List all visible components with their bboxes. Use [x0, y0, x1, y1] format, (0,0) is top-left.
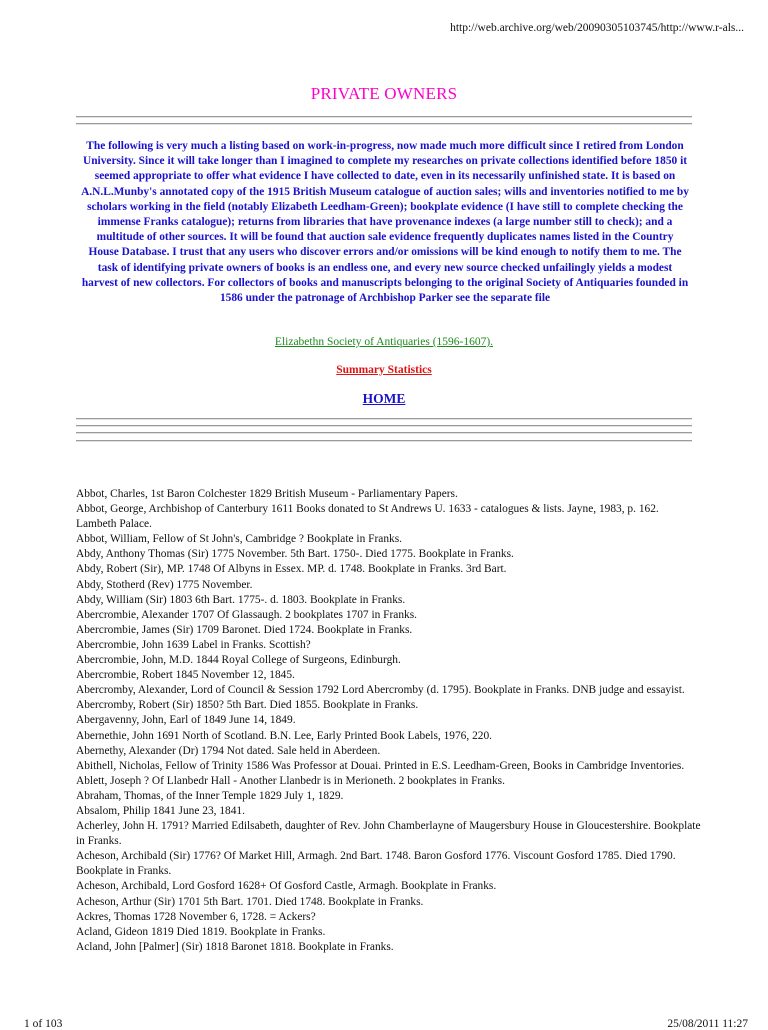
list-item: Acland, John [Palmer] (Sir) 1818 Baronet 1818. Bookplate in Franks. [76, 940, 394, 953]
home-link[interactable]: HOME [362, 391, 406, 406]
divider [76, 418, 692, 420]
list-item: Ablett, Joseph ? Of Llanbedr Hall - Another Llanbedr is in Merioneth. 2 bookplates in Franks. [76, 774, 505, 787]
summary-statistics-link[interactable]: Summary Statistics [336, 364, 432, 376]
list-item: Abbot, George, Archbishop of Canterbury 1611 Books donated to St Andrews U. 1633 - catalogues & lists. Jayne, 1983, p. 162. Lambeth Palace. [76, 503, 659, 531]
list-item: Abraham, Thomas, of the Inner Temple 1829 July 1, 1829. [76, 789, 344, 802]
page-title: PRIVATE OWNERS [310, 84, 458, 103]
print-datetime: 25/08/2011 11:27 [667, 1018, 748, 1030]
list-item: Abercrombie, Robert 1845 November 12, 1845. [76, 669, 295, 682]
list-item: Acheson, Archibald, Lord Gosford 1628+ Of Gosford Castle, Armagh. Bookplate in Franks. [76, 880, 497, 893]
list-item: Acherley, John H. 1791? Married Edilsabeth, daughter of Rev. John Chamberlayne of Maugersbury House in Gloucestershire. Bookplate in Franks. [76, 820, 701, 848]
list-item: Abercrombie, John, M.D. 1844 Royal College of Surgeons, Edinburgh. [76, 654, 401, 667]
divider [76, 432, 692, 434]
list-item: Absalom, Philip 1841 June 23, 1841. [76, 804, 245, 817]
owners-list [76, 487, 702, 955]
list-item: Abdy, Anthony Thomas (Sir) 1775 November. 5th Bart. 1750-. Died 1775. Bookplate in Franks. [76, 548, 514, 561]
list-item: Abernethie, John 1691 North of Scotland. B.N. Lee, Early Printed Book Labels, 1976, 220. [76, 729, 493, 742]
elizabethan-society-link[interactable]: Elizabethn Society of Antiquaries (1596-1607). [274, 336, 494, 348]
list-item: Abercrombie, John 1639 Label in Franks. Scottish? [76, 638, 311, 651]
divider [76, 116, 692, 118]
archive-url: http://web.archive.org/web/20090305103745/http://www.r-als... [450, 22, 744, 34]
list-item: Acland, Gideon 1819 Died 1819. Bookplate in Franks. [76, 925, 326, 938]
list-item: Abbot, Charles, 1st Baron Colchester 1829 British Museum - Parliamentary Papers. [76, 488, 458, 500]
list-item: Acheson, Arthur (Sir) 1701 5th Bart. 1701. Died 1748. Bookplate in Franks. [76, 895, 424, 908]
list-item: Abercrombie, Alexander 1707 Of Glassaugh. 2 bookplates 1707 in Franks. [76, 608, 418, 621]
list-item: Ackres, Thomas 1728 November 6, 1728. = Ackers? [76, 910, 316, 923]
divider [76, 123, 692, 125]
list-item: Abergavenny, John, Earl of 1849 June 14, 1849. [76, 714, 296, 727]
divider [76, 425, 692, 427]
page-counter: 1 of 103 [24, 1018, 63, 1030]
intro-paragraph: The following is very much a listing based on work-in-progress, now made much more difficult since I retired from London University. Since it will take longer than I imagined to complete my researches on private collections identified before 1850 it seemed appropriate to offer what evidence I have collected to date, even in its necessarily unfinished state. It is based on A.N.L.Munby's annotated copy of the 1915 British Museum catalogue of auction sales; wills and inventories notified to me by scholars working in the field (notably Elizabeth Leedham-Green); bookplate evidence (I have still to complete checking the immense Franks catalogue); returns from libraries that have provenance indexes (a large number still to check); and a multitude of other sources. It will be found that auction sale evidence frequently duplicates names listed in the Country House Database. I trust that any users who discover errors and/or omissions will be kind enough to notify them to me. The task of identifying private owners of books is an endless one, and every new source checked unfailingly yields a modest harvest of new collectors. For collectors of books and manuscripts belonging to the original Society of Antiquaries founded in 1586 under the patronage of Archbishop Parker see the separate file [81, 140, 689, 305]
list-item: Acheson, Archibald (Sir) 1776? Of Market Hill, Armagh. 2nd Bart. 1748. Baron Gosford 1776. Viscount Gosford 1785. Died 1790. Bookplate in Franks. [76, 850, 676, 878]
list-item: Abithell, Nicholas, Fellow of Trinity 1586 Was Professor at Douai. Printed in E.S. Leedham-Green, Books in Cambridge Inventories. [76, 759, 685, 772]
list-item: Abernethy, Alexander (Dr) 1794 Not dated. Sale held in Aberdeen. [76, 744, 381, 757]
list-item: Abercromby, Alexander, Lord of Council & Session 1792 Lord Abercromby (d. 1795). Bookplate in Franks. DNB judge and essayist. [76, 684, 685, 697]
list-item: Abercrombie, James (Sir) 1709 Baronet. Died 1724. Bookplate in Franks. [76, 623, 413, 636]
divider [76, 440, 692, 442]
list-item: Abbot, William, Fellow of St John's, Cambridge ? Bookplate in Franks. [76, 533, 402, 546]
list-item: Abdy, William (Sir) 1803 6th Bart. 1775-. d. 1803. Bookplate in Franks. [76, 593, 406, 606]
list-item: Abercromby, Robert (Sir) 1850? 5th Bart. Died 1855. Bookplate in Franks. [76, 699, 419, 712]
list-item: Abdy, Stotherd (Rev) 1775 November. [76, 578, 253, 591]
list-item: Abdy, Robert (Sir), MP. 1748 Of Albyns in Essex. MP. d. 1748. Bookplate in Franks. 3rd Bart. [76, 563, 507, 576]
